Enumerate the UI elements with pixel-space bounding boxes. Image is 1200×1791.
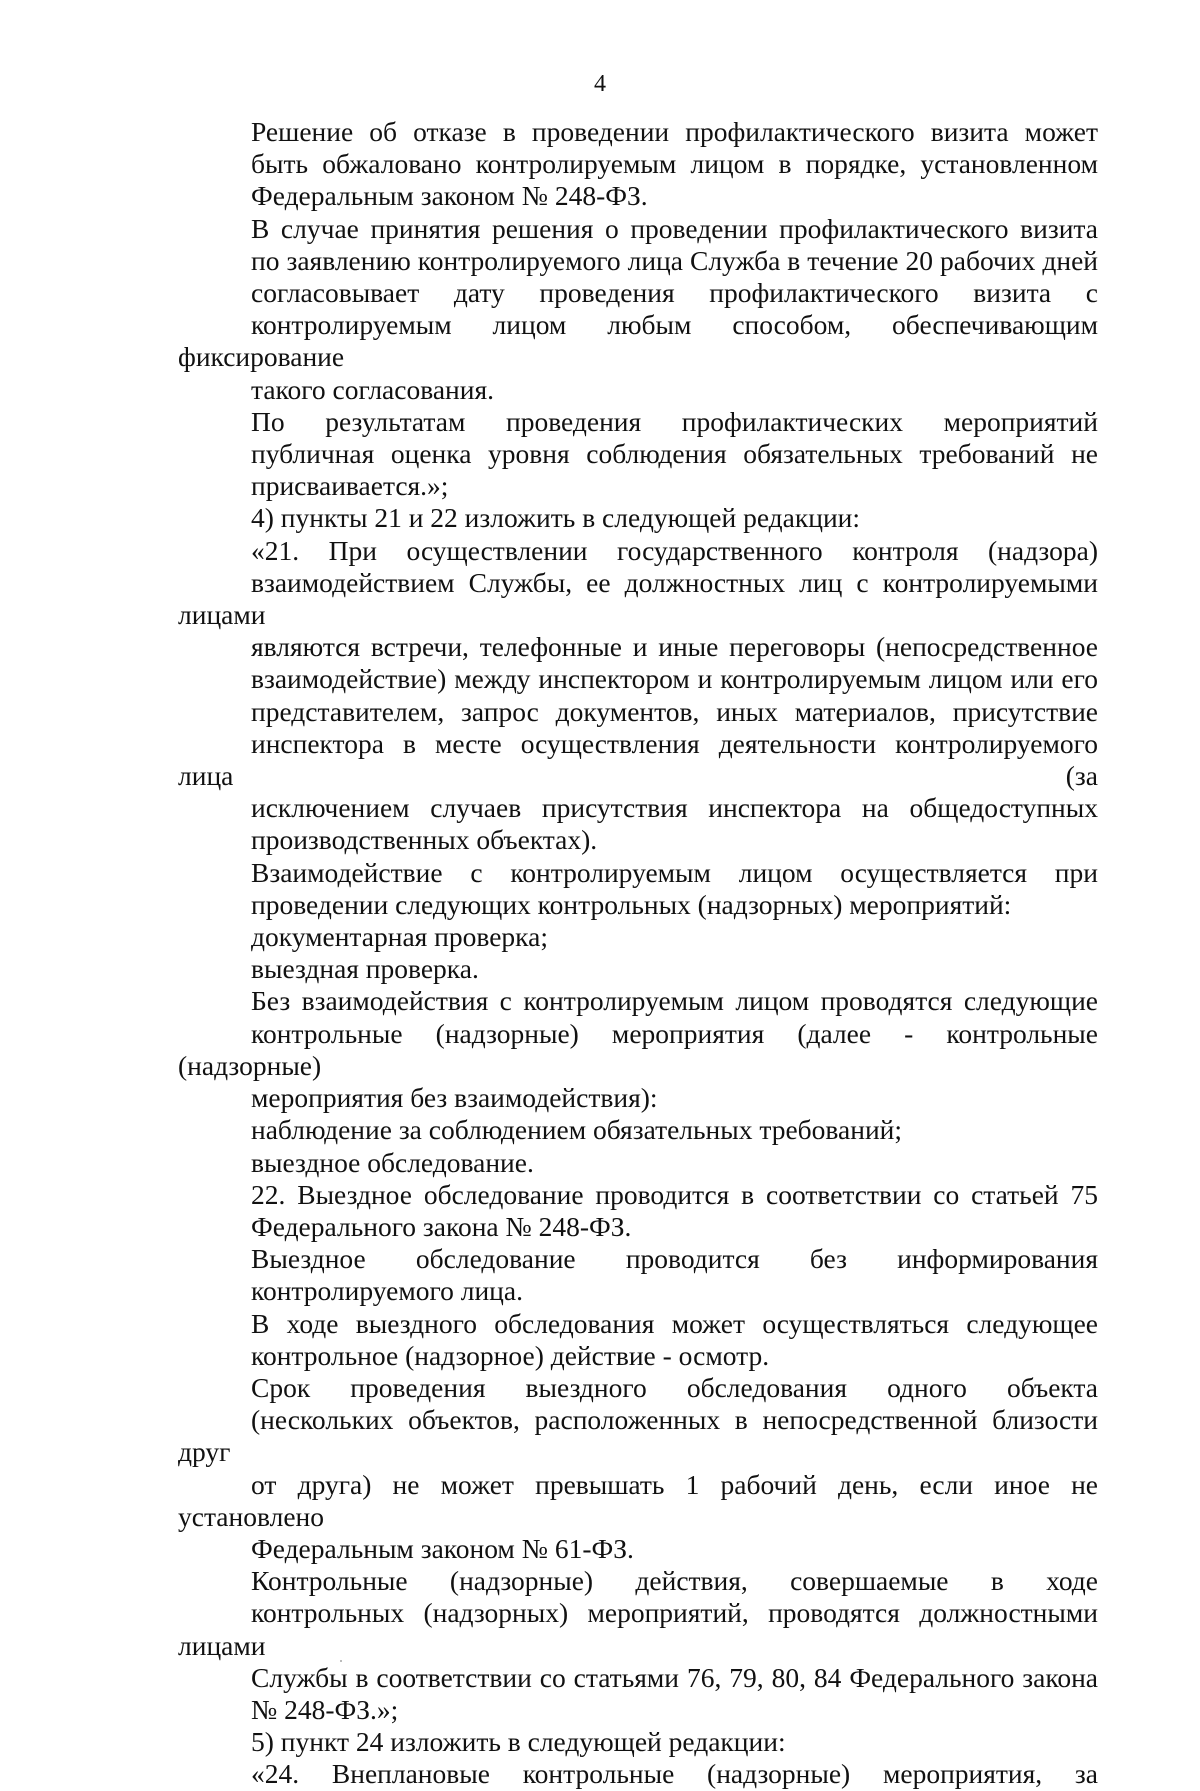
paragraph	[178, 213, 1098, 406]
paragraph-line: № 248-ФЗ.»;	[251, 1693, 399, 1725]
paragraph-line: «21. При осуществлении государственного контроля (надзора)	[251, 534, 1098, 566]
paragraph-line: такого согласования.	[251, 373, 495, 405]
paragraph	[178, 1372, 1098, 1565]
paragraph-line: взаимодействие) между инспектором и контролируемым лицом или его	[251, 663, 1098, 695]
paragraph-line: В случае принятия решения о проведении профилактического визита	[251, 212, 1098, 244]
paragraph-line: Службы в соответствии со статьями 76, 79, 80, 84 Федерального закона	[251, 1661, 1098, 1693]
paragraph-line: Срок проведения выездного обследования одного объекта	[251, 1371, 1098, 1403]
paragraph	[178, 116, 1098, 213]
paragraph-line: контролируемого лица.	[251, 1275, 523, 1307]
paragraph-line: мероприятия без взаимодействия):	[251, 1082, 658, 1114]
paragraph-line: контрольные (надзорные) мероприятия (далее - контрольные (надзорные)	[178, 1017, 1098, 1081]
paragraph-line: В ходе выездного обследования может осуществляться следующее	[251, 1307, 1098, 1339]
scan-artifact	[340, 1660, 342, 1662]
paragraph-line: согласовывает дату проведения профилактического визита с	[251, 277, 1098, 309]
paragraph-line: документарная проверка;	[251, 921, 548, 953]
paragraph-line: Федеральным законом № 61-ФЗ.	[251, 1532, 634, 1564]
paragraph-line: «24. Внеплановые контрольные (надзорные) мероприятия, за	[251, 1758, 1098, 1790]
paragraph	[178, 953, 1098, 985]
paragraph	[178, 1726, 1098, 1758]
paragraph	[178, 1147, 1098, 1179]
paragraph-line: Федеральным законом № 248-ФЗ.	[251, 180, 648, 212]
paragraph	[178, 535, 1098, 857]
page-number: 4	[594, 71, 606, 97]
paragraph-line: проведении следующих контрольных (надзорных) мероприятий:	[251, 888, 1012, 920]
paragraph	[178, 1565, 1098, 1726]
paragraph	[178, 857, 1098, 921]
paragraph-line: По результатам проведения профилактических мероприятий	[251, 405, 1098, 437]
paragraph-line: Решение об отказе в проведении профилактического визита может	[251, 116, 1098, 147]
paragraph-line: присваивается.»;	[251, 470, 449, 502]
paragraph-line: Федерального закона № 248-ФЗ.	[251, 1210, 632, 1242]
paragraph	[178, 1179, 1098, 1243]
paragraph-line: контрольных (надзорных) мероприятий, проводятся должностными лицами	[178, 1597, 1098, 1661]
paragraph-line: инспектора в месте осуществления деятельности контролируемого лица (за	[178, 727, 1098, 792]
paragraph	[178, 406, 1098, 503]
paragraph-line: Выездное обследование проводится без информирования	[251, 1243, 1098, 1275]
paragraph	[178, 1758, 1098, 1790]
paragraph-line: производственных объектах).	[251, 824, 598, 856]
paragraph-line: исключением случаев присутствия инспектора на общедоступных	[251, 792, 1098, 824]
paragraph	[178, 1243, 1098, 1307]
paragraph-line: (нескольких объектов, расположенных в непосредственной близости друг	[178, 1404, 1098, 1468]
paragraph-line: от друга) не может превышать 1 рабочий день, если иное не установлено	[178, 1468, 1098, 1532]
paragraph	[178, 1114, 1098, 1146]
paragraph-line: 22. Выездное обследование проводится в соответствии со статьей 75	[251, 1178, 1098, 1210]
paragraph-line: Контрольные (надзорные) действия, совершаемые в ходе	[251, 1565, 1098, 1597]
paragraph-line: представителем, запрос документов, иных материалов, присутствие	[251, 695, 1098, 727]
paragraph-line: Без взаимодействия с контролируемым лицом проводятся следующие	[251, 985, 1098, 1017]
paragraph-line: контролируемым лицом любым способом, обеспечивающим фиксирование	[178, 309, 1098, 373]
paragraph-line: по заявлению контролируемого лица Служба в течение 20 рабочих дней	[251, 244, 1098, 276]
paragraph-line: публичная оценка уровня соблюдения обязательных требований не	[251, 438, 1098, 470]
paragraph-line: выездная проверка.	[251, 953, 479, 985]
paragraph-line: выездное обследование.	[251, 1146, 534, 1178]
paragraph-line: наблюдение за соблюдением обязательных требований;	[251, 1114, 903, 1146]
paragraph	[178, 921, 1098, 953]
document-body	[178, 116, 1098, 1791]
paragraph-line: 5) пункт 24 изложить в следующей редакции:	[251, 1726, 786, 1758]
paragraph	[178, 985, 1098, 1114]
paragraph-line: Взаимодействие с контролируемым лицом осуществляется при	[251, 856, 1098, 888]
paragraph-line: 4) пункты 21 и 22 изложить в следующей редакции:	[251, 502, 861, 534]
paragraph-line: быть обжаловано контролируемым лицом в порядке, установленном	[251, 148, 1098, 180]
paragraph-line: взаимодействием Службы, ее должностных лиц с контролируемыми лицами	[178, 566, 1098, 631]
paragraph	[178, 1308, 1098, 1372]
paragraph-line: контрольное (надзорное) действие - осмотр.	[251, 1339, 770, 1371]
paragraph	[178, 502, 1098, 534]
paragraph-line: являются встречи, телефонные и иные переговоры (непосредственное	[251, 631, 1098, 663]
